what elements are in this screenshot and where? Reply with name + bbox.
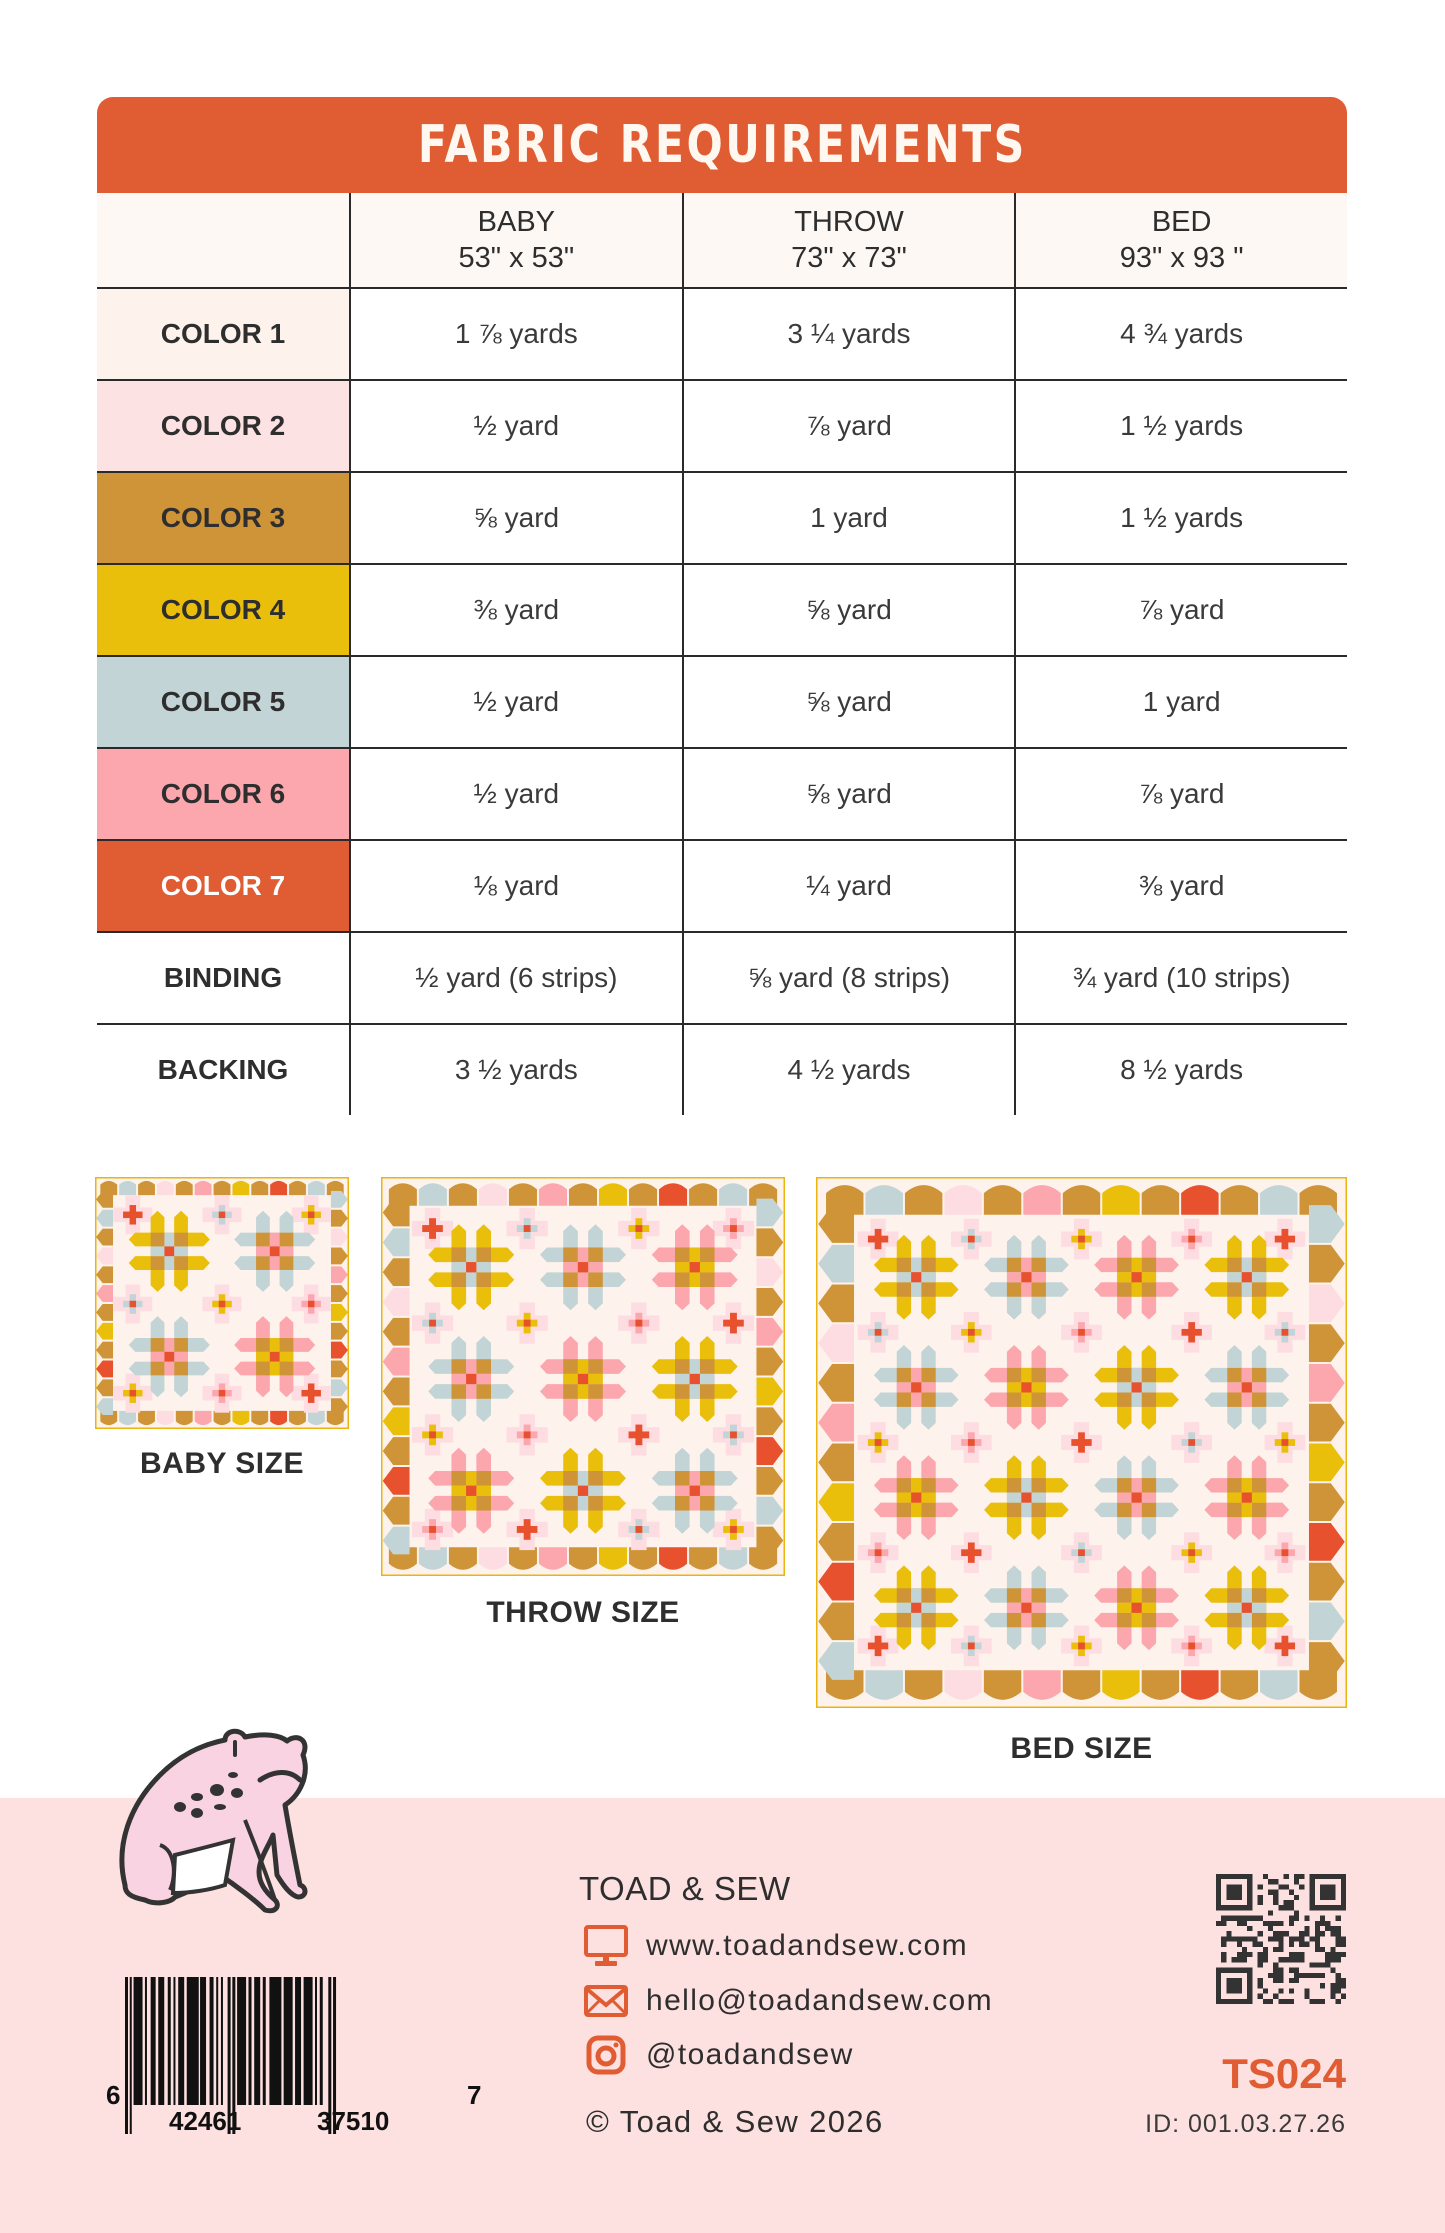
yardage-cell: ⅞ yard bbox=[1014, 565, 1347, 655]
column-name: BED bbox=[1151, 206, 1212, 238]
copyright-text: © Toad & Sew 2026 bbox=[586, 2104, 884, 2139]
pattern-code: TS024 bbox=[1222, 2050, 1346, 2097]
barcode-digits-right: 37510 bbox=[317, 2106, 390, 2136]
yardage-cell: ⅞ yard bbox=[1014, 749, 1347, 839]
yardage-cell: ⅜ yard bbox=[1014, 841, 1347, 931]
yardage-cell: 3 ¼ yards bbox=[682, 289, 1015, 379]
qr-code-icon[interactable] bbox=[1216, 1874, 1346, 2004]
monitor-icon bbox=[583, 1925, 629, 1967]
table-row bbox=[97, 289, 1347, 381]
yardage-cell: ⅝ yard bbox=[682, 657, 1015, 747]
column-header-bed bbox=[1014, 193, 1347, 287]
barcode-digit-first: 6 bbox=[106, 2080, 121, 2110]
yardage-cell: ⅝ yard (8 strips) bbox=[682, 933, 1015, 1023]
toad-logo-icon bbox=[115, 1725, 325, 1925]
instagram-text: @toadandsew bbox=[646, 2038, 854, 2071]
throw-size-label: THROW SIZE bbox=[486, 1596, 680, 1629]
column-size: 73" x 73" bbox=[791, 242, 907, 274]
row-label: BACKING bbox=[97, 1025, 349, 1115]
table-row bbox=[97, 933, 1347, 1025]
instagram-link[interactable] bbox=[583, 2034, 854, 2076]
table-row bbox=[97, 565, 1347, 657]
row-label: COLOR 3 bbox=[97, 473, 349, 563]
yardage-cell: ⅝ yard bbox=[682, 565, 1015, 655]
fabric-requirements-table bbox=[97, 97, 1347, 1115]
yardage-cell: ⅛ yard bbox=[349, 841, 682, 931]
column-header-baby bbox=[349, 193, 682, 287]
table-row bbox=[97, 657, 1347, 749]
yardage-cell: 4 ½ yards bbox=[682, 1025, 1015, 1115]
bed-quilt-image bbox=[816, 1177, 1347, 1708]
email-text: hello@toadandsew.com bbox=[646, 1984, 993, 2017]
barcode-digit-last: 7 bbox=[467, 2080, 482, 2110]
yardage-cell: ⅞ yard bbox=[682, 381, 1015, 471]
email-link[interactable] bbox=[583, 1980, 993, 2022]
brand-name: TOAD & SEW bbox=[579, 1870, 791, 1907]
table-row bbox=[97, 749, 1347, 841]
column-header-throw bbox=[682, 193, 1015, 287]
yardage-cell: ½ yard bbox=[349, 381, 682, 471]
website-text: www.toadandsew.com bbox=[646, 1929, 969, 1962]
yardage-cell: 3 ½ yards bbox=[349, 1025, 682, 1115]
table-title: FABRIC REQUIREMENTS bbox=[417, 115, 1027, 175]
yardage-cell: 8 ½ yards bbox=[1014, 1025, 1347, 1115]
row-label: COLOR 5 bbox=[97, 657, 349, 747]
pattern-id: ID: 001.03.27.26 bbox=[1145, 2110, 1346, 2138]
row-label: COLOR 4 bbox=[97, 565, 349, 655]
baby-size-label: BABY SIZE bbox=[140, 1447, 304, 1480]
bed-size-label: BED SIZE bbox=[1010, 1732, 1153, 1765]
yardage-cell: ¼ yard bbox=[682, 841, 1015, 931]
yardage-cell: 1 ⅞ yards bbox=[349, 289, 682, 379]
yardage-cell: 1 yard bbox=[1014, 657, 1347, 747]
barcode-digits-left: 42461 bbox=[169, 2106, 242, 2136]
header-empty-cell bbox=[97, 193, 349, 287]
row-label: COLOR 7 bbox=[97, 841, 349, 931]
yardage-cell: ⅜ yard bbox=[349, 565, 682, 655]
column-size: 93" x 93 " bbox=[1119, 242, 1244, 274]
column-name: THROW bbox=[794, 206, 904, 238]
yardage-cell: 1 yard bbox=[682, 473, 1015, 563]
table-row bbox=[97, 841, 1347, 933]
yardage-cell: ¾ yard (10 strips) bbox=[1014, 933, 1347, 1023]
yardage-cell: ½ yard bbox=[349, 657, 682, 747]
baby-quilt-image bbox=[95, 1177, 349, 1429]
column-size: 53" x 53" bbox=[458, 242, 575, 274]
row-label: COLOR 2 bbox=[97, 381, 349, 471]
row-label: COLOR 1 bbox=[97, 289, 349, 379]
column-name: BABY bbox=[477, 206, 556, 238]
yardage-cell: 1 ½ yards bbox=[1014, 473, 1347, 563]
table-row bbox=[97, 381, 1347, 473]
envelope-icon bbox=[583, 1980, 629, 2022]
yardage-cell: ½ yard bbox=[349, 749, 682, 839]
table-title-band bbox=[97, 97, 1347, 193]
table-row bbox=[97, 473, 1347, 565]
throw-quilt-image bbox=[381, 1177, 785, 1576]
row-label: BINDING bbox=[97, 933, 349, 1023]
yardage-cell: ⅝ yard bbox=[682, 749, 1015, 839]
yardage-cell: 4 ¾ yards bbox=[1014, 289, 1347, 379]
instagram-icon bbox=[583, 2034, 629, 2076]
yardage-cell: 1 ½ yards bbox=[1014, 381, 1347, 471]
yardage-cell: ⅝ yard bbox=[349, 473, 682, 563]
website-link[interactable] bbox=[583, 1925, 968, 1967]
row-label: COLOR 6 bbox=[97, 749, 349, 839]
table-header-row bbox=[97, 193, 1347, 289]
table-body bbox=[97, 289, 1347, 1115]
yardage-cell: ½ yard (6 strips) bbox=[349, 933, 682, 1023]
table-row bbox=[97, 1025, 1347, 1115]
